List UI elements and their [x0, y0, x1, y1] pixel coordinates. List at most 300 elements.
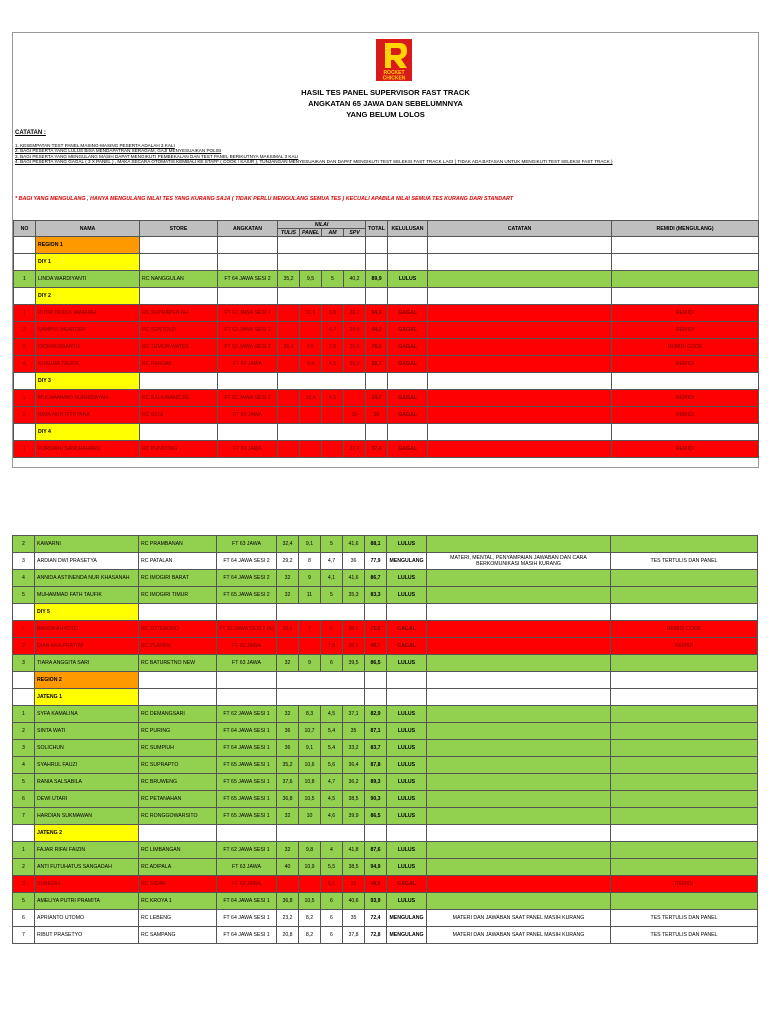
cell-panel: 10,5: [299, 791, 321, 808]
empty-cell: [388, 373, 428, 390]
table-row: [13, 553, 758, 570]
cell-remidi: REMIDI: [612, 356, 759, 373]
cell-kelulusan: MENGULANG: [387, 553, 427, 570]
cell-total: 72,8: [365, 927, 387, 944]
cell-no: 4: [13, 757, 35, 774]
cell-panel: [300, 407, 322, 424]
table-row: [13, 910, 758, 927]
cell-total: 54,8: [366, 305, 388, 322]
table-row: [14, 441, 759, 458]
empty-cell: [427, 604, 611, 621]
group-label: JATENG 2: [35, 825, 139, 842]
header-kelulusan: KELULUSAN: [388, 221, 428, 237]
cell-nama: SOLICHUN: [35, 740, 139, 757]
cell-tulis: 36,8: [277, 791, 299, 808]
cell-kelulusan: LULUS: [387, 757, 427, 774]
cell-angkatan: FT 64 JAWA SESI 2: [217, 553, 277, 570]
cell-angkatan: FT 62 JAWA SESI 1: [218, 322, 278, 339]
group-row: [13, 689, 758, 706]
cell-store: RC IMOGIRI BARAT: [139, 570, 217, 587]
cell-nama: PUTRI NURUL AMANAH: [36, 305, 140, 322]
empty-cell: [428, 237, 612, 254]
table-row: [13, 876, 758, 893]
cell-tulis: 20,8: [277, 927, 299, 944]
cell-panel: [299, 638, 321, 655]
cell-spv: 36,6: [344, 356, 366, 373]
cell-spv: 37,4: [344, 441, 366, 458]
cell-tulis: 26,4: [278, 339, 300, 356]
cell-panel: 9,1: [299, 740, 321, 757]
empty-cell: [612, 288, 759, 305]
empty-cell: [427, 689, 611, 706]
group-row: [14, 373, 759, 390]
cell-nama: APRIANTO UTOMO: [35, 910, 139, 927]
cell-remidi: [611, 774, 758, 791]
empty-cell: [388, 424, 428, 441]
results-table-2: [12, 535, 758, 944]
cell-store: RC PATALAN: [139, 553, 217, 570]
cell-angkatan: FT 65 JAWA SESI 1: [217, 757, 277, 774]
cell-store: RC NANGGULAN: [140, 271, 218, 288]
cell-nama: SINTA WATI: [35, 723, 139, 740]
cell-store: RC DEMANGSARI: [139, 706, 217, 723]
cell-catatan: [427, 808, 611, 825]
cell-remidi: REMIDI: [612, 441, 759, 458]
cell-angkatan: FT 64 JAWA SESI 1: [217, 893, 277, 910]
cell-spv: 39,5: [344, 322, 366, 339]
cell-no: 5: [13, 893, 35, 910]
cell-store: RC LEBENG: [139, 910, 217, 927]
cell-total: 89,9: [366, 271, 388, 288]
cell-remidi: REMIDI: [612, 390, 759, 407]
empty-cell: [218, 288, 278, 305]
cell-angkatan: FT 65 JAWA SESI 1: [217, 791, 277, 808]
cell-kelulusan: MENGULANG: [387, 910, 427, 927]
cell-panel: [299, 876, 321, 893]
cell-tulis: 35,2: [278, 271, 300, 288]
empty-cell: [427, 825, 611, 842]
cell-spv: 39,9: [343, 638, 365, 655]
cell-am: 7,8: [321, 638, 343, 655]
cell-no: 1: [14, 271, 36, 288]
cell-angkatan: FT 64 JAWA SESI 1: [217, 723, 277, 740]
cell-angkatan: FT 64 JAWA SESI 1: [217, 740, 277, 757]
cell-angkatan: FT 64 JAWA SESI 1: [217, 910, 277, 927]
empty-cell: [388, 288, 428, 305]
empty-cell: [611, 689, 758, 706]
cell-am: 6: [321, 621, 343, 638]
empty-cell: [428, 254, 612, 271]
header-catatan: CATATAN: [428, 221, 612, 237]
empty-cell: [140, 288, 218, 305]
cell-catatan: [427, 740, 611, 757]
cell-nama: FAJAR RIFAI FAIZIN: [35, 842, 139, 859]
cell-total: 94,9: [365, 859, 387, 876]
cell-spv: 39,5: [343, 655, 365, 672]
cell-panel: 11: [299, 587, 321, 604]
cell-remidi: [612, 271, 759, 288]
empty-cell: [388, 237, 428, 254]
logo-text-1: ROCKET: [383, 70, 405, 76]
cell-total: 76,0: [366, 339, 388, 356]
cell-panel: 9,5: [300, 271, 322, 288]
cell-catatan: [428, 441, 612, 458]
cell-total: 37,4: [366, 441, 388, 458]
results-table-1: [13, 220, 759, 458]
empty-cell: [278, 254, 366, 271]
cell-no: 1: [14, 390, 36, 407]
cell-catatan: [427, 876, 611, 893]
empty-cell: [611, 672, 758, 689]
cell-no: 6: [13, 910, 35, 927]
group-label: DIY 2: [36, 288, 140, 305]
cell-total: 44,2: [366, 322, 388, 339]
empty-cell: [366, 373, 388, 390]
cell-nama: RANIA SALSABILA: [35, 774, 139, 791]
cell-nama: SYFA KAMALINA: [35, 706, 139, 723]
group-row: [13, 825, 758, 842]
header-store: STORE: [140, 221, 218, 237]
cell-total: 50,7: [366, 356, 388, 373]
cell-store: RC RONGGOWARSITO: [139, 808, 217, 825]
cell-store: RC JOTERONO: [139, 621, 217, 638]
cell-no: 3: [13, 553, 35, 570]
cell-catatan: [427, 570, 611, 587]
cell-remidi: [611, 893, 758, 910]
empty-cell: [387, 825, 427, 842]
table-row: [13, 893, 758, 910]
cell-store: RC SUMPIUH: [139, 740, 217, 757]
cell-tulis: 32,4: [277, 536, 299, 553]
cell-kelulusan: GAGAL: [388, 441, 428, 458]
page-2: [12, 535, 757, 967]
cell-am: 4,5: [322, 390, 344, 407]
header-remidi: REMIDI (MENGULANG): [612, 221, 759, 237]
empty-cell: [140, 373, 218, 390]
notes-section: [15, 131, 613, 165]
cell-angkatan: FT 63 JAWA: [217, 876, 277, 893]
cell-panel: 10,5: [299, 893, 321, 910]
cell-catatan: [428, 305, 612, 322]
cell-no: 3: [13, 876, 35, 893]
cell-remidi: REMIDI COOK: [611, 621, 758, 638]
cell-no: 5: [13, 587, 35, 604]
cell-spv: 37,1: [343, 706, 365, 723]
cell-no: 5: [13, 774, 35, 791]
cell-catatan: [427, 757, 611, 774]
cell-store: RC PLAYEN: [139, 638, 217, 655]
empty-cell: [612, 237, 759, 254]
cell-angkatan: FT 65 JAWA SESI 1: [217, 808, 277, 825]
cell-am: 4: [321, 842, 343, 859]
cell-nama: SAMPUL MUATOEK: [36, 322, 140, 339]
cell-angkatan: FT 63 JAWA: [217, 859, 277, 876]
empty-cell: [139, 672, 217, 689]
cell-spv: 39,2: [343, 621, 365, 638]
cell-spv: 41,6: [343, 536, 365, 553]
cell-tulis: 32: [277, 655, 299, 672]
empty-cell: [217, 689, 277, 706]
title-line-3: YANG BELUM LOLOS: [346, 110, 425, 119]
cell-remidi: [611, 808, 758, 825]
cell-spv: 36,6: [344, 339, 366, 356]
cell-catatan: [427, 706, 611, 723]
cell-nama: TIARA ANGGITA SARI: [35, 655, 139, 672]
cell-remidi: [611, 757, 758, 774]
cell-panel: 9,5: [300, 339, 322, 356]
cell-nama: NANDA AHYOTO: [35, 621, 139, 638]
cell-tulis: 36: [277, 740, 299, 757]
cell-kelulusan: LULUS: [387, 859, 427, 876]
note-line-1: 1. KESEMPATAN TEST PANEL MASING-MASING PESERTA ADALAH 3 KALI: [15, 142, 175, 148]
cell-no: 1: [13, 842, 35, 859]
cell-total: 82,9: [365, 706, 387, 723]
cell-spv: 35: [343, 910, 365, 927]
table-row: [14, 305, 759, 322]
region-row: [14, 237, 759, 254]
header-tulis: TULIS: [278, 229, 300, 237]
table-row: [13, 570, 758, 587]
cell-no: 1: [14, 305, 36, 322]
table-row: [13, 927, 758, 944]
table-row: [14, 407, 759, 424]
cell-store: RC SUPRAPEN AH: [140, 305, 218, 322]
cell-total: 40,5: [365, 876, 387, 893]
cell-am: 5,4: [321, 723, 343, 740]
cell-nama: SUBESIH: [35, 876, 139, 893]
empty-cell: [13, 604, 35, 621]
cell-am: 3,6: [322, 339, 344, 356]
cell-kelulusan: LULUS: [387, 536, 427, 553]
table-row: [14, 356, 759, 373]
table-row: [13, 638, 758, 655]
cell-tulis: 32: [277, 570, 299, 587]
cell-angkatan: FT 63 JAWA: [218, 356, 278, 373]
cell-remidi: TES TERTULIS DAN PANEL: [611, 553, 758, 570]
cell-remidi: [611, 723, 758, 740]
cell-remidi: [611, 570, 758, 587]
cell-catatan: [427, 655, 611, 672]
cell-am: 5: [321, 587, 343, 604]
empty-cell: [611, 604, 758, 621]
table-row: [13, 859, 758, 876]
cell-am: 4,1: [321, 570, 343, 587]
empty-cell: [365, 604, 387, 621]
cell-catatan: MATERI, MENTAL, PENYAMPAIAN JAWABAN DAN CARA BERKOMUNIKASI MASIH KURANG: [427, 553, 611, 570]
cell-am: 5: [321, 536, 343, 553]
region-row: [13, 672, 758, 689]
empty-cell: [612, 373, 759, 390]
empty-cell: [217, 825, 277, 842]
cell-am: 4,5: [322, 356, 344, 373]
cell-kelulusan: GAGAL: [388, 390, 428, 407]
cell-angkatan: FT 64 JAWA SESI 2: [218, 271, 278, 288]
logo-text-2: CHICKEN: [382, 75, 406, 81]
empty-cell: [365, 689, 387, 706]
cell-nama: HARDIAN SUKMAWAN: [35, 808, 139, 825]
cell-nama: MUHAMMAD FATH TAUFIK: [35, 587, 139, 604]
group-row: [13, 604, 758, 621]
empty-cell: [387, 672, 427, 689]
cell-tulis: 29,2: [277, 553, 299, 570]
cell-catatan: [428, 407, 612, 424]
cell-tulis: 32: [277, 808, 299, 825]
cell-panel: 10: [299, 808, 321, 825]
cell-total: 87,6: [365, 842, 387, 859]
cell-panel: 11,5: [300, 305, 322, 322]
cell-total: 83,7: [365, 740, 387, 757]
empty-cell: [612, 424, 759, 441]
cell-remidi: [611, 791, 758, 808]
cell-tulis: 32: [277, 587, 299, 604]
empty-cell: [388, 254, 428, 271]
cell-remidi: [611, 842, 758, 859]
cell-nama: DIDIHMUDIANTO: [36, 339, 140, 356]
cell-store: RC PRAMBANAN: [139, 536, 217, 553]
cell-remidi: REMIDI: [612, 305, 759, 322]
cell-no: 2: [14, 407, 36, 424]
cell-tulis: [277, 876, 299, 893]
cell-spv: 35: [343, 723, 365, 740]
region-label: REGION 1: [36, 237, 140, 254]
region-label: REGION 2: [35, 672, 139, 689]
table-row: [13, 655, 758, 672]
cell-panel: 8,3: [299, 706, 321, 723]
cell-kelulusan: LULUS: [387, 774, 427, 791]
cell-panel: 9,8: [299, 842, 321, 859]
page-1: [12, 32, 759, 468]
cell-angkatan: FT 65 JAWA SESI 1: [217, 774, 277, 791]
cell-nama: LINDA WARDIYANTI: [36, 271, 140, 288]
cell-tulis: [277, 638, 299, 655]
table-row: [13, 621, 758, 638]
empty-cell: [277, 672, 365, 689]
cell-kelulusan: GAGAL: [388, 407, 428, 424]
cell-remidi: REMIDI: [612, 407, 759, 424]
cell-angkatan: FT 63 JAWA: [217, 655, 277, 672]
cell-store: RC SAMPANG: [139, 927, 217, 944]
table-row: [13, 808, 758, 825]
empty-cell: [366, 288, 388, 305]
cell-nama: ARDIAN DWI PRASETYA: [35, 553, 139, 570]
cell-catatan: [427, 893, 611, 910]
header-no: NO: [14, 221, 36, 237]
group-label: DIY 3: [36, 373, 140, 390]
table-row: [13, 587, 758, 604]
cell-kelulusan: LULUS: [387, 893, 427, 910]
cell-no: 1: [14, 441, 36, 458]
cell-total: 40,7: [365, 638, 387, 655]
cell-no: 7: [13, 808, 35, 825]
cell-catatan: MATERI DAN JAWABAN SAAT PANEL MASIH KURANG: [427, 927, 611, 944]
cell-am: 5,8: [322, 305, 344, 322]
cell-kelulusan: GAGAL: [388, 339, 428, 356]
empty-cell: [140, 424, 218, 441]
empty-cell: [277, 689, 365, 706]
cell-am: 5: [322, 271, 344, 288]
empty-cell: [13, 689, 35, 706]
empty-cell: [14, 288, 36, 305]
cell-total: 90,3: [365, 791, 387, 808]
cell-no: 7: [13, 927, 35, 944]
cell-panel: 10,4: [300, 390, 322, 407]
cell-tulis: 32: [277, 706, 299, 723]
cell-catatan: [427, 842, 611, 859]
empty-cell: [428, 424, 612, 441]
cell-store: RC SUPRAPTO: [139, 757, 217, 774]
cell-panel: 9: [299, 570, 321, 587]
cell-nama: AMELIYA PUTRI PRAMITA: [35, 893, 139, 910]
empty-cell: [139, 689, 217, 706]
empty-cell: [427, 672, 611, 689]
empty-cell: [365, 825, 387, 842]
cell-panel: [300, 322, 322, 339]
cell-store: RC BATURETNO NEW: [139, 655, 217, 672]
empty-cell: [140, 254, 218, 271]
empty-cell: [218, 424, 278, 441]
cell-remidi: [611, 536, 758, 553]
cell-tulis: [278, 322, 300, 339]
cell-kelulusan: LULUS: [387, 723, 427, 740]
cell-total: 87,1: [365, 723, 387, 740]
cell-panel: 8,2: [299, 927, 321, 944]
empty-cell: [217, 604, 277, 621]
cell-panel: 8,2: [299, 910, 321, 927]
cell-tulis: 36,8: [277, 893, 299, 910]
cell-store: RC PURING: [139, 723, 217, 740]
cell-remidi: [611, 706, 758, 723]
cell-kelulusan: LULUS: [387, 655, 427, 672]
cell-store: RC PETANAHAN: [139, 791, 217, 808]
cell-catatan: MATERI DAN JAWABAN SAAT PANEL MASIH KURANG: [427, 910, 611, 927]
empty-cell: [278, 424, 366, 441]
cell-store: RC SEGI: [140, 407, 218, 424]
cell-remidi: REMIDI COOK: [612, 339, 759, 356]
cell-panel: 9,1: [299, 536, 321, 553]
cell-remidi: REMIDI: [611, 876, 758, 893]
cell-catatan: [427, 859, 611, 876]
cell-no: 2: [13, 536, 35, 553]
cell-spv: 41,8: [343, 842, 365, 859]
cell-store: RC KALIURANG BE: [140, 390, 218, 407]
cell-am: 6: [321, 655, 343, 672]
cell-am: [322, 441, 344, 458]
empty-cell: [366, 424, 388, 441]
cell-kelulusan: LULUS: [387, 706, 427, 723]
empty-cell: [14, 373, 36, 390]
cell-no: 6: [13, 791, 35, 808]
cell-am: 4,6: [321, 808, 343, 825]
cell-catatan: [427, 587, 611, 604]
cell-tulis: 37,6: [277, 774, 299, 791]
cell-catatan: [428, 356, 612, 373]
cell-no: 2: [13, 723, 35, 740]
cell-nama: RIBUT PRASETYO: [35, 927, 139, 944]
cell-tulis: 35,2: [277, 757, 299, 774]
cell-am: 4,7: [321, 553, 343, 570]
group-label: DIY 4: [36, 424, 140, 441]
cell-nama: ANTI FUTUHATUS SANGADAH: [35, 859, 139, 876]
cell-total: 14,7: [366, 390, 388, 407]
cell-nama: SYAHRUL FAUZI: [35, 757, 139, 774]
cell-total: 86,5: [365, 808, 387, 825]
cell-tulis: 26,4: [277, 621, 299, 638]
cell-spv: 41,6: [343, 570, 365, 587]
cell-kelulusan: GAGAL: [387, 621, 427, 638]
note-line-3: 3. BAGI PESERTA YANG MENGULANG MASIH DAPAT MENGIKUTI PEMBEKALAN DAN TEST PANEL BERIKUTNYA MAKSIMAL 3 KALI: [15, 153, 299, 159]
cell-kelulusan: LULUS: [387, 740, 427, 757]
cell-no: 4: [14, 356, 36, 373]
